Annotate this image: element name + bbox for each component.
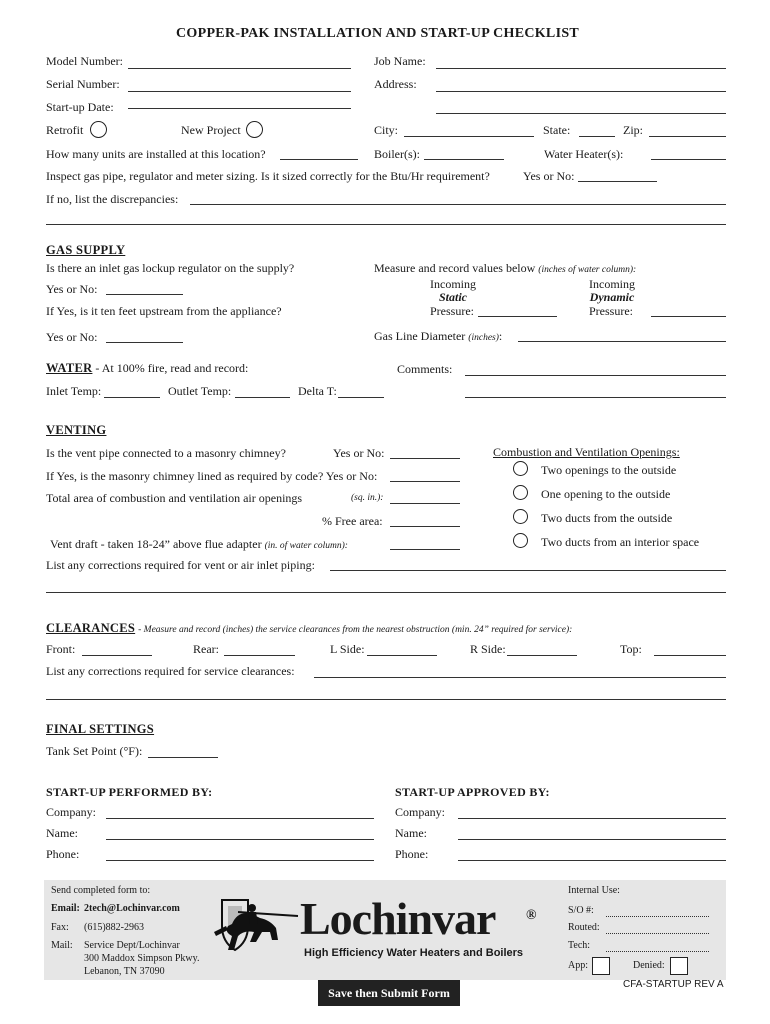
email-label: Email: — [51, 903, 80, 914]
vent-corrections-label: List any corrections required for vent or air inlet piping: — [46, 558, 315, 572]
discrepancies-label: If no, list the discrepancies: — [46, 192, 179, 206]
vent-draft-text: Vent draft - taken 18-24” above flue adapter — [50, 537, 262, 551]
inspect-gas-question: Inspect gas pipe, regulator and meter sizing. Is it sized correctly for the Btu/Hr requirement? — [46, 169, 490, 183]
masonry-yes-no-field[interactable] — [390, 458, 460, 459]
front-label: Front: — [46, 642, 76, 656]
final-settings-header: FINAL SETTINGS — [46, 722, 155, 736]
fax-value: (615)882-2963 — [84, 922, 144, 933]
top-label: Top: — [620, 642, 642, 656]
new-project-radio[interactable] — [246, 121, 263, 138]
state-label: State: — [543, 123, 571, 137]
inlet-temp-field[interactable] — [104, 397, 160, 398]
total-area-label: Total area of combustion and ventilation air openings — [46, 491, 303, 505]
water-subtitle: - At 100% fire, read and record: — [95, 361, 249, 375]
send-to-label: Send completed form to: — [51, 885, 151, 896]
lockup-yes-no-label: Yes or No: — [46, 282, 98, 296]
approved-phone-label: Phone: — [395, 847, 429, 861]
inlet-temp-label: Inlet Temp: — [46, 384, 102, 398]
save-submit-button[interactable]: Save then Submit Form — [318, 980, 460, 1006]
tank-set-point-label: Tank Set Point (°F): — [46, 744, 143, 758]
denied-label: Denied: — [633, 960, 665, 971]
mail-line-3: Lebanon, TN 37090 — [84, 966, 165, 977]
gas-line-diameter-label — [374, 329, 502, 344]
serial-number-label: Serial Number: — [46, 77, 120, 91]
performed-name-label: Name: — [46, 826, 78, 840]
lockup-yes-no-field[interactable] — [106, 294, 183, 295]
gas-line-diameter-text: Gas Line Diameter — [374, 329, 466, 343]
performed-company-label: Company: — [46, 805, 96, 819]
ten-feet-yes-no-field[interactable] — [106, 342, 183, 343]
boilers-field[interactable] — [424, 159, 504, 160]
option-label-2: One opening to the outside — [541, 487, 671, 501]
venting-header: VENTING — [46, 423, 107, 437]
so-field[interactable] — [606, 916, 709, 917]
water-heaters-field[interactable] — [651, 159, 726, 160]
discrepancies-field-2[interactable] — [46, 224, 726, 225]
r-side-label: R Side: — [470, 642, 506, 656]
outlet-temp-label: Outlet Temp: — [168, 384, 232, 398]
measure-unit: (inches of water column): — [538, 265, 637, 275]
mail-line-1: Service Dept/Lochinvar — [84, 940, 180, 951]
email-link[interactable]: 2tech@Lochinvar.com — [84, 903, 180, 914]
tank-set-point-field[interactable] — [148, 757, 218, 758]
vent-corrections-field-2[interactable] — [46, 592, 726, 593]
serial-number-field[interactable] — [128, 91, 351, 92]
address-label: Address: — [374, 77, 417, 91]
gas-line-unit: (inches) — [468, 333, 499, 343]
revision-label: CFA-STARTUP REV A — [623, 979, 724, 990]
units-field[interactable] — [280, 159, 358, 160]
l-side-label: L Side: — [330, 642, 365, 656]
units-question: How many units are installed at this location? — [46, 147, 266, 161]
boilers-label: Boiler(s): — [374, 147, 420, 161]
dynamic-pressure-field[interactable] — [651, 316, 726, 317]
front-field[interactable] — [82, 655, 152, 656]
retrofit-radio[interactable] — [90, 121, 107, 138]
vent-corrections-field-1[interactable] — [330, 570, 726, 571]
static-pressure-field[interactable] — [478, 316, 557, 317]
mail-line-2: 300 Maddox Simpson Pkwy. — [84, 953, 200, 964]
option-label-4: Two ducts from an interior space — [541, 535, 700, 549]
denied-checkbox[interactable] — [670, 957, 688, 975]
dynamic-label: Dynamic — [589, 290, 635, 304]
water-header: WATER — [46, 361, 93, 375]
clearances-corrections-field-1[interactable] — [314, 677, 726, 678]
lockup-question: Is there an inlet gas lockup regulator on the supply? — [46, 261, 295, 275]
brand-tagline: High Efficiency Water Heaters and Boilers — [304, 947, 524, 959]
static-incoming-label: Incoming — [430, 277, 476, 291]
app-checkbox[interactable] — [592, 957, 610, 975]
lined-field[interactable] — [390, 481, 460, 482]
l-side-field[interactable] — [367, 655, 437, 656]
clearances-subtitle: - Measure and record (inches) the service clearances from the nearest obstruction (min. 24” required for service): — [138, 625, 573, 635]
gas-line-colon: : — [498, 329, 503, 343]
routed-label: Routed: — [568, 922, 600, 933]
internal-use-label: Internal Use: — [568, 885, 620, 896]
startup-date-field[interactable] — [128, 108, 351, 109]
fax-label: Fax: — [51, 922, 69, 933]
so-label: S/O #: — [568, 905, 594, 916]
approved-phone-field[interactable] — [458, 860, 726, 861]
option-radio-4[interactable] — [513, 533, 528, 548]
performed-header: START-UP PERFORMED BY: — [46, 785, 213, 799]
city-label: City: — [374, 123, 399, 137]
total-area-field[interactable] — [390, 503, 460, 504]
performed-phone-label: Phone: — [46, 847, 80, 861]
new-project-label: New Project — [181, 123, 241, 137]
free-area-field[interactable] — [390, 526, 460, 527]
option-radio-1[interactable] — [513, 461, 528, 476]
option-label-1: Two openings to the outside — [541, 463, 677, 477]
clearances-header: CLEARANCES — [46, 621, 136, 635]
sq-in-label: (sq. in.): — [351, 493, 384, 503]
static-label: Static — [438, 290, 467, 304]
water-heaters-label: Water Heater(s): — [544, 147, 624, 161]
model-number-label: Model Number: — [46, 54, 123, 68]
knight-logo-icon — [208, 896, 300, 962]
rear-field[interactable] — [224, 655, 295, 656]
city-field[interactable] — [404, 136, 534, 137]
vent-draft-unit: (in. of water column): — [264, 541, 348, 551]
ten-feet-yes-no-label: Yes or No: — [46, 330, 98, 344]
combustion-header: Combustion and Ventilation Openings: — [493, 445, 680, 459]
performed-name-field[interactable] — [106, 839, 374, 840]
measure-label — [374, 261, 636, 276]
tech-label: Tech: — [568, 940, 591, 951]
approved-header: START-UP APPROVED BY: — [395, 785, 550, 799]
free-area-label: % Free area: — [322, 514, 383, 528]
option-radio-3[interactable] — [513, 509, 528, 524]
inspect-gas-yes-no-label: Yes or No: — [523, 169, 575, 183]
vent-draft-field[interactable] — [390, 549, 460, 550]
brand-logo-text: Lochinvar — [300, 893, 496, 944]
job-name-label: Job Name: — [374, 54, 426, 68]
model-number-field[interactable] — [128, 68, 351, 69]
clearances-heading — [46, 621, 572, 636]
page-title: COPPER-PAK INSTALLATION AND START-UP CHECKLIST — [176, 26, 580, 41]
option-radio-2[interactable] — [513, 485, 528, 500]
address-field-2[interactable] — [436, 113, 726, 114]
discrepancies-field-1[interactable] — [190, 204, 726, 205]
ten-feet-question: If Yes, is it ten feet upstream from the appliance? — [46, 304, 282, 318]
state-field[interactable] — [579, 136, 615, 137]
outlet-temp-field[interactable] — [235, 397, 290, 398]
water-comments-field-2[interactable] — [465, 397, 726, 398]
approved-name-label: Name: — [395, 826, 427, 840]
measure-label-text: Measure and record values below — [374, 261, 536, 275]
lined-question: If Yes, is the masonry chimney lined as required by code? Yes or No: — [46, 469, 378, 483]
retrofit-label: Retrofit — [46, 123, 84, 137]
job-name-field[interactable] — [436, 68, 726, 69]
dynamic-pressure-label: Pressure: — [589, 304, 633, 318]
address-field-1[interactable] — [436, 91, 726, 92]
approved-company-label: Company: — [395, 805, 445, 819]
approved-name-field[interactable] — [458, 839, 726, 840]
gas-supply-header: GAS SUPPLY — [46, 243, 126, 257]
approved-company-field[interactable] — [458, 818, 726, 819]
tech-field[interactable] — [606, 951, 709, 952]
delta-t-field[interactable] — [338, 397, 384, 398]
dynamic-incoming-label: Incoming — [589, 277, 635, 291]
water-heading — [46, 361, 248, 376]
masonry-question: Is the vent pipe connected to a masonry chimney? — [46, 446, 286, 460]
vent-draft-label — [50, 537, 348, 552]
option-label-3: Two ducts from the outside — [541, 511, 673, 525]
clearances-corrections-label: List any corrections required for service clearances: — [46, 664, 295, 678]
r-side-field[interactable] — [507, 655, 577, 656]
water-comments-label: Comments: — [397, 362, 453, 376]
clearances-corrections-field-2[interactable] — [46, 699, 726, 700]
delta-t-label: Delta T: — [298, 384, 337, 398]
rear-label: Rear: — [193, 642, 219, 656]
gas-line-diameter-field[interactable] — [518, 341, 726, 342]
masonry-yes-no-label: Yes or No: — [333, 446, 385, 460]
static-pressure-label: Pressure: — [430, 304, 474, 318]
inspect-gas-yes-no-field[interactable] — [578, 181, 657, 182]
mail-label: Mail: — [51, 940, 73, 951]
top-field[interactable] — [654, 655, 726, 656]
performed-company-field[interactable] — [106, 818, 374, 819]
app-label: App: — [568, 960, 588, 971]
zip-field[interactable] — [649, 136, 726, 137]
performed-phone-field[interactable] — [106, 860, 374, 861]
routed-field[interactable] — [606, 933, 709, 934]
zip-label: Zip: — [623, 123, 643, 137]
startup-date-label: Start-up Date: — [46, 100, 114, 114]
water-comments-field-1[interactable] — [465, 375, 726, 376]
registered-mark: ® — [526, 908, 537, 923]
